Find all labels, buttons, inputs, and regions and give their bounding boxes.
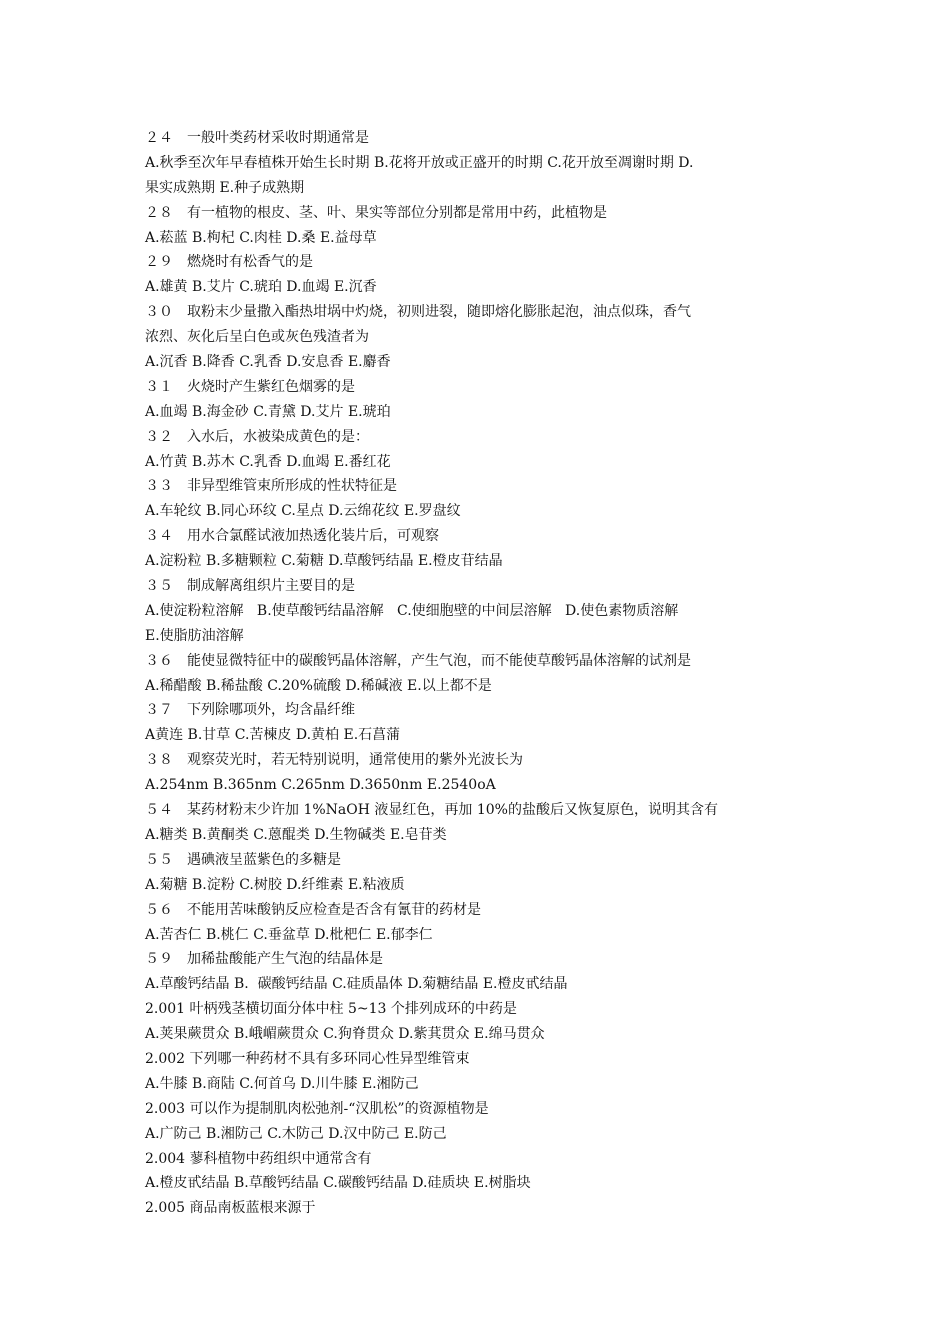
options-line: A.稀醋酸 B.稀盐酸 C.20%硫酸 D.稀碱液 E.以上都不是	[145, 677, 492, 694]
options-line: A.菊糖 B.淀粉 C.树胶 D.纤维素 E.粘液质	[145, 876, 405, 893]
question-line: ３６ 能使显微特征中的碳酸钙晶体溶解，产生气泡，而不能使草酸钙晶体溶解的试剂是	[145, 652, 691, 669]
options-line: A.草酸钙结晶 B. 碳酸钙结晶 C.硅质晶体 D.菊糖结晶 E.橙皮甙结晶	[145, 976, 568, 993]
question-line: 2.003 可以作为提制肌肉松弛剂-“汉肌松”的资源植物是	[145, 1100, 489, 1117]
options-line: A.橙皮甙结晶 B.草酸钙结晶 C.碳酸钙结晶 D.硅质块 E.树脂块	[145, 1175, 531, 1192]
options-line: A.菘蓝 B.枸杞 C.肉桂 D.桑 E.益母草	[145, 229, 377, 246]
options-line: A.254nm B.365nm C.265nm D.3650nm E.2540oA	[145, 777, 496, 794]
question-line: ３０ 取粉末少量撒入酯热坩埚中灼烧，初则进裂，随即熔化膨胀起泡，油点似珠，香气	[145, 304, 691, 321]
question-line: ３７ 下列除哪项外，均含晶纤维	[145, 702, 355, 719]
options-line: A.雄黄 B.艾片 C.琥珀 D.血竭 E.沉香	[145, 279, 377, 296]
options-line: A.车轮纹 B.同心环纹 C.星点 D.云绵花纹 E.罗盘纹	[145, 503, 461, 520]
options-line: A.荚果蕨贯众 B.峨嵋蕨贯众 C.狗脊贯众 D.紫萁贯众 E.绵马贯众	[145, 1026, 545, 1043]
options-line: A.竹黄 B.苏木 C.乳香 D.血竭 E.番红花	[145, 453, 391, 470]
options-line: A.苦杏仁 B.桃仁 C.垂盆草 D.枇杷仁 E.郁李仁	[145, 926, 433, 943]
question-line: 2.005 商品南板蓝根来源于	[145, 1200, 316, 1217]
question-line: ３５ 制成解离组织片主要目的是	[145, 578, 355, 595]
options-line: A.糖类 B.黄酮类 C.蒽醌类 D.生物碱类 E.皂苷类	[145, 826, 447, 843]
question-line: 2.001 叶柄残茎横切面分体中柱 5~13 个排列成环的中药是	[145, 1001, 517, 1018]
question-line: ２９ 燃烧时有松香气的是	[145, 254, 313, 271]
options-line: A.使淀粉粒溶解 B.使草酸钙结晶溶解 C.使细胞壁的中间层溶解 D.使色素物质溶解	[145, 602, 679, 619]
document-page	[145, 126, 825, 1221]
question-line: ５４ 某药材粉末少许加 1%NaOH 液显红色，再加 10%的盐酸后又恢复原色，说明其含有	[145, 802, 718, 819]
question-line: ３１ 火烧时产生紫红色烟雾的是	[145, 378, 355, 395]
question-line: 浓烈、灰化后呈白色或灰色残渣者为	[145, 329, 369, 346]
question-line: 2.004 蓼科植物中药组织中通常含有	[145, 1150, 372, 1167]
question-line: ５９ 加稀盐酸能产生气泡的结晶体是	[145, 951, 383, 968]
question-line: ３３ 非异型维管束所形成的性状特征是	[145, 478, 397, 495]
question-line: ３２ 入水后，水被染成黄色的是：	[145, 428, 369, 445]
question-line: ３８ 观察荧光时，若无特别说明，通常使用的紫外光波长为	[145, 752, 523, 769]
options-line: A.血竭 B.海金砂 C.青黛 D.艾片 E.琥珀	[145, 403, 391, 420]
question-line: ２８ 有一植物的根皮、茎、叶、果实等部位分别都是常用中药，此植物是	[145, 204, 607, 221]
question-line: ３４ 用水合氯醛试液加热透化装片后，可观察	[145, 528, 439, 545]
options-line: A.广防己 B.湘防己 C.木防己 D.汉中防己 E.防己	[145, 1125, 447, 1142]
options-line: E.使脂肪油溶解	[145, 627, 244, 644]
options-line: 果实成熟期 E.种子成熟期	[145, 179, 305, 196]
question-line: ５５ 遇碘液呈蓝紫色的多糖是	[145, 851, 341, 868]
options-line: A.沉香 B.降香 C.乳香 D.安息香 E.麝香	[145, 354, 391, 371]
options-line: A黄连 B.甘草 C.苦楝皮 D.黄柏 E.石菖蒲	[145, 727, 401, 744]
question-line: ２４ 一般叶类药材采收时期通常是	[145, 130, 369, 146]
options-line: A.秋季至次年早春植株开始生长时期 B.花将开放或正盛开的时期 C.花开放至凋谢时期 D.	[145, 154, 694, 171]
options-line: A.淀粉粒 B.多糖颗粒 C.菊糖 D.草酸钙结晶 E.橙皮苷结晶	[145, 553, 503, 570]
options-line: A.牛膝 B.商陆 C.何首乌 D.川牛膝 E.湘防己	[145, 1075, 419, 1092]
question-line: 2.002 下列哪一种药材不具有多环同心性异型维管束	[145, 1050, 470, 1067]
question-line: ５６ 不能用苦味酸钠反应检查是否含有氰苷的药材是	[145, 901, 481, 918]
